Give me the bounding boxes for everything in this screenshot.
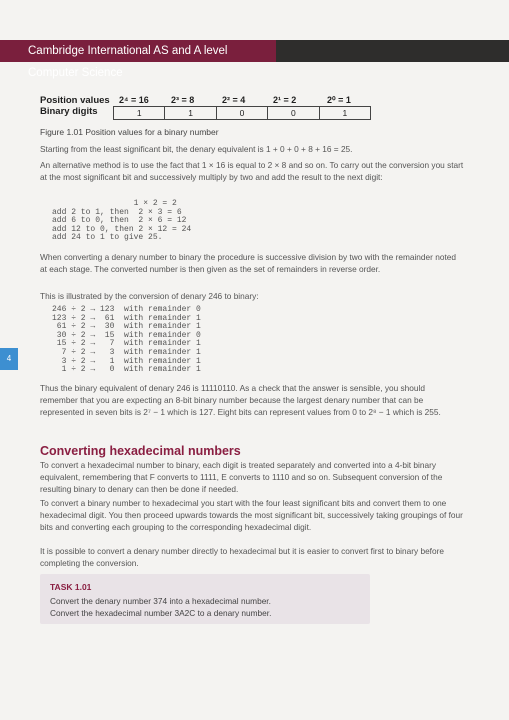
paragraph: This is illustrated by the conversion of denary 246 to binary: bbox=[40, 291, 259, 301]
binary-digit-cell: 0 bbox=[217, 107, 268, 119]
paragraph: An alternative method is to use the fact that 1 × 16 is equal to 2 × 8 and so on. To carry out the conversion you start at the most significant bit and successively multiply by two and add the result to the next digit: bbox=[40, 160, 464, 182]
binary-digit-cell: 1 bbox=[342, 108, 348, 118]
figure-caption: Figure 1.01 Position values for a binary number bbox=[40, 127, 219, 137]
task-title: TASK 1.01 bbox=[50, 582, 92, 592]
page-number-tab: 4 bbox=[0, 348, 18, 370]
position-header: 2⁴ = 16 bbox=[119, 95, 149, 105]
task-line: Convert the hexadecimal number 3A2C to a denary number. bbox=[50, 608, 272, 618]
position-header: 2⁰ = 1 bbox=[327, 95, 351, 105]
position-values-label: Position values bbox=[40, 95, 110, 106]
position-header: 2² = 4 bbox=[222, 95, 246, 105]
paragraph: It is possible to convert a denary number directly to hexadecimal but it is easier to convert first to binary before completing the conversion. bbox=[40, 546, 444, 568]
section-heading: Converting hexadecimal numbers bbox=[40, 444, 241, 458]
paragraph: Thus the binary equivalent of denary 246 is 11110110. As a check that the answer is sensible, you should remember that you are expecting an 8-bit binary number because the largest denary number that can be represented in seven bits is 2⁷ − 1 which is 127. Eight bits can represent values from 0 to 2⁸ − 1 which is 255. bbox=[40, 383, 441, 417]
division-steps: 246 ÷ 2 → 123 with remainder 0 123 ÷ 2 → 61 with remainder 1 61 ÷ 2 → 30 with remainder 1 30 ÷ 2 → 15 with remainder 0 15 ÷ 2 → 7 with remainder 1 7 ÷ 2 → 3 with remainder 1 3 ÷ 2 → 1 with remainder 1 1 ÷ 2 → 0 with remainder 1 bbox=[52, 305, 201, 375]
binary-digits-label: Binary digits bbox=[40, 106, 98, 117]
position-header: 2³ = 8 bbox=[171, 95, 195, 105]
task-box bbox=[40, 574, 370, 624]
multiplication-steps: 1 × 2 = 2 add 2 to 1, then 2 × 3 = 6 add 6 to 0, then 2 × 6 = 12 add 12 to 0, then 2 × 12 = 24 add 24 to 1 to give 25. bbox=[52, 199, 192, 243]
binary-digits-table bbox=[113, 106, 371, 120]
paragraph: To convert a hexadecimal number to binary, each digit is treated separately and converted into a 4-bit binary equivalent, remembering that F converts to 1111, E converts to 1110 and so on. Subsequent conversion of the resulting binary to denary can then be done if needed. bbox=[40, 460, 443, 494]
position-header: 2¹ = 2 bbox=[273, 95, 297, 105]
binary-digit-cell: 1 bbox=[165, 107, 216, 119]
binary-digit-cell: 0 bbox=[268, 107, 319, 119]
paragraph: To convert a binary number to hexadecimal you start with the four least significant bits and convert them to one hexadecimal digit. You then proceed upwards towards the most significant bit, successively taking groupings of four bits and converting each grouping to the corresponding hexadecimal digit. bbox=[40, 498, 463, 532]
paragraph: When converting a denary number to binary the procedure is successive division by two with the remainder noted at each stage. The converted number is then given as the set of remainders in reverse order. bbox=[40, 252, 456, 274]
paragraph: Starting from the least significant bit, the denary equivalent is 1 + 0 + 0 + 8 + 16 = 25. bbox=[40, 144, 353, 154]
binary-digit-cell: 1 bbox=[114, 107, 165, 119]
header-title: Cambridge International AS and A level Computer Science bbox=[0, 40, 276, 62]
task-line: Convert the denary number 374 into a hexadecimal number. bbox=[50, 596, 271, 606]
